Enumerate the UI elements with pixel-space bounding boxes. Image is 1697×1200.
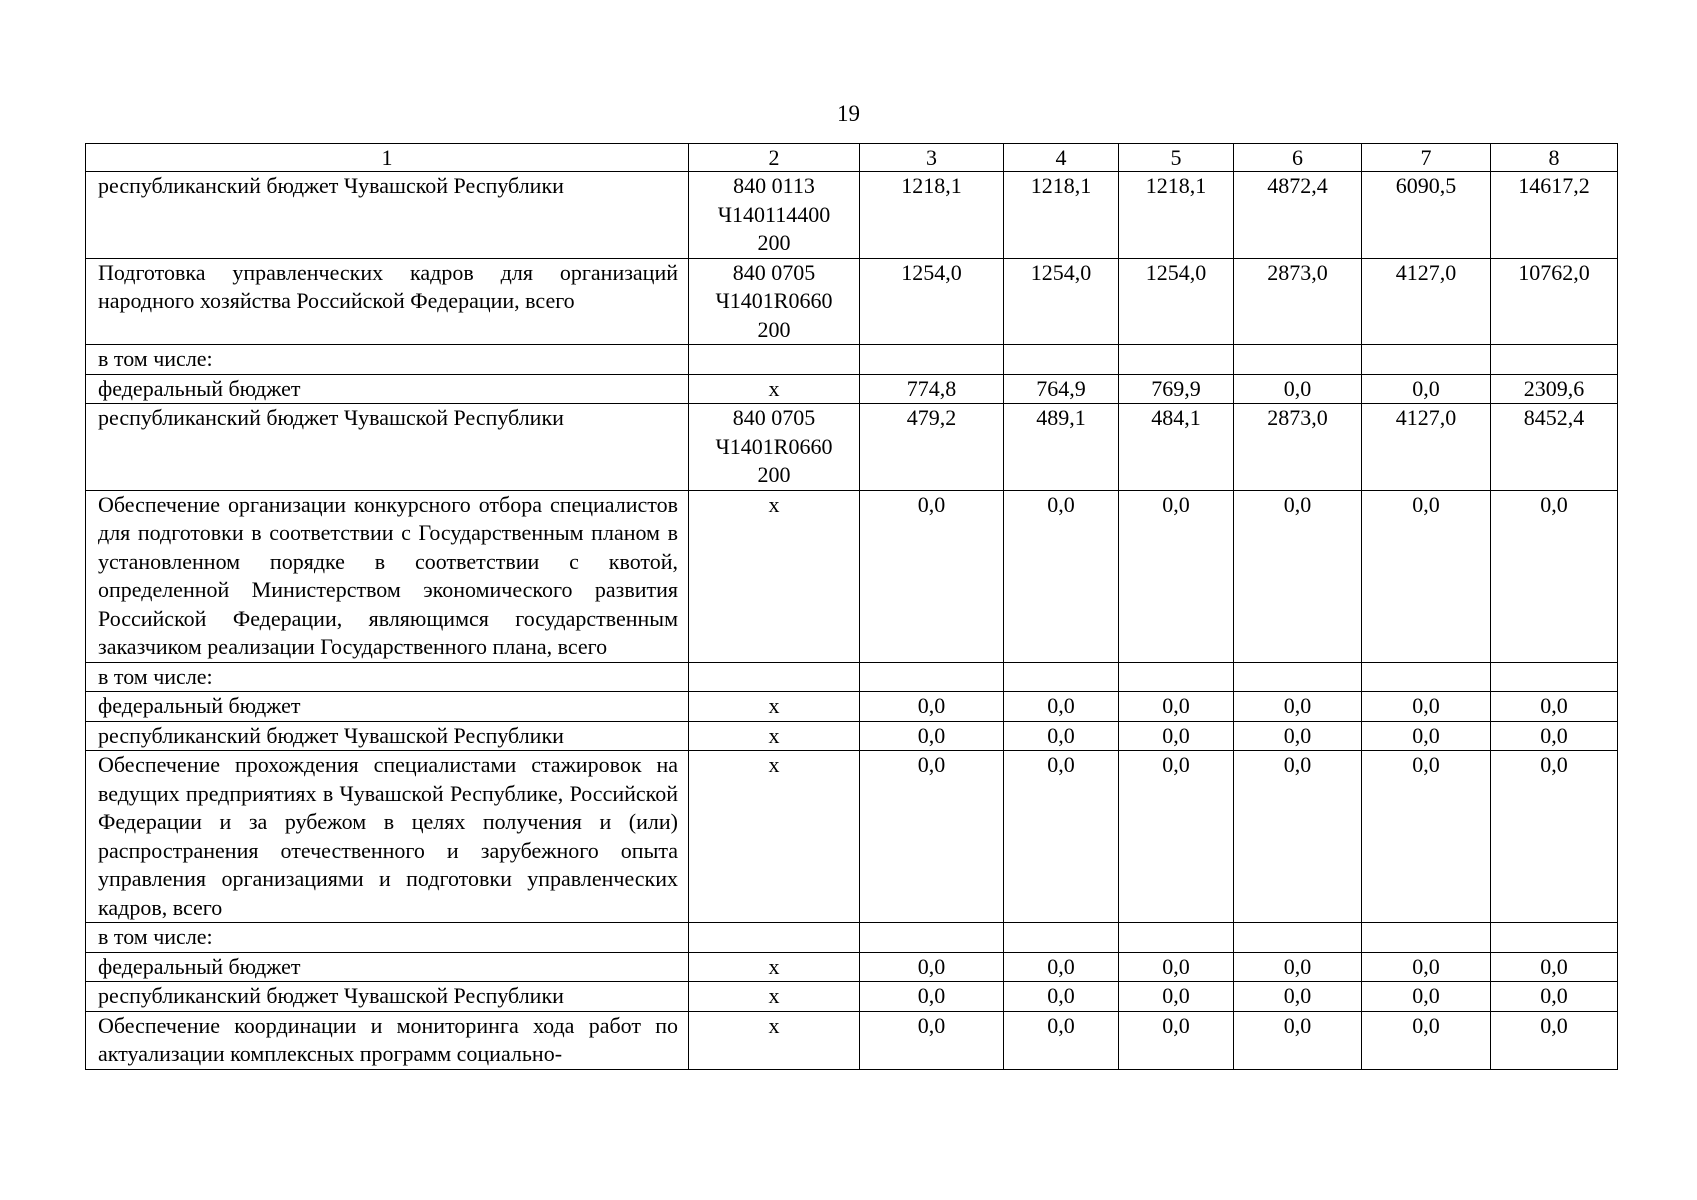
column-number: 4 (1004, 144, 1119, 172)
amount-cell: 0,0 (860, 490, 1004, 662)
amount-cell: 0,0 (1234, 1011, 1362, 1069)
amount-cell: 0,0 (1362, 751, 1491, 923)
amount-cell: 6090,5 (1362, 172, 1491, 259)
amount-cell: 14617,2 (1491, 172, 1618, 259)
amount-cell (1491, 923, 1618, 953)
amount-cell (1491, 662, 1618, 692)
budget-code-line: Ч1401R0660 (715, 433, 833, 459)
table-row (86, 1011, 1618, 1069)
amount-cell: 1218,1 (1004, 172, 1119, 259)
budget-code-line: x (768, 693, 780, 718)
amount-cell: 489,1 (1004, 404, 1119, 491)
amount-cell: 0,0 (1119, 490, 1234, 662)
amount-cell (1234, 345, 1362, 375)
table-row (86, 721, 1618, 751)
amount-cell: 0,0 (1119, 1011, 1234, 1069)
row-description: Обеспечение координации и мониторинга хода работ по актуализации комплексных программ социально- (86, 1011, 689, 1069)
amount-cell: 0,0 (1004, 952, 1119, 982)
amount-cell: 0,0 (1004, 751, 1119, 923)
budget-code-cell (689, 258, 860, 345)
amount-cell: 0,0 (1491, 721, 1618, 751)
amount-cell: 0,0 (1491, 1011, 1618, 1069)
row-description: Обеспечение организации конкурсного отбора специалистов для подготовки в соответствии с Государственным планом в установленном порядке в соответствии с квотой, определенной Министерством экономического развития Российской Федерации, являющимся государственным заказчиком реализации Государственного плана, всего (86, 490, 689, 662)
amount-cell: 0,0 (1004, 692, 1119, 722)
amount-cell (1119, 345, 1234, 375)
budget-code-line: x (768, 983, 780, 1008)
amount-cell: 1218,1 (860, 172, 1004, 259)
amount-cell (860, 923, 1004, 953)
amount-cell (1362, 345, 1491, 375)
table-row (86, 490, 1618, 662)
row-description: федеральный бюджет (86, 952, 689, 982)
amount-cell (1491, 345, 1618, 375)
row-description: Подготовка управленческих кадров для организаций народного хозяйства Российской Федерации, всего (86, 258, 689, 345)
amount-cell (1234, 923, 1362, 953)
budget-code-cell (689, 404, 860, 491)
row-description: в том числе: (86, 345, 689, 375)
amount-cell: 0,0 (1119, 721, 1234, 751)
amount-cell (1362, 662, 1491, 692)
budget-code-cell (689, 490, 860, 662)
budget-code-cell (689, 662, 860, 692)
amount-cell: 0,0 (1491, 490, 1618, 662)
amount-cell: 2873,0 (1234, 258, 1362, 345)
budget-code-line: 840 0705 (732, 259, 816, 285)
amount-cell (1004, 662, 1119, 692)
budget-code-cell (689, 751, 860, 923)
amount-cell: 1218,1 (1119, 172, 1234, 259)
row-description: республиканский бюджет Чувашской Республики (86, 982, 689, 1012)
amount-cell: 0,0 (1234, 751, 1362, 923)
budget-code-line: x (768, 722, 780, 748)
table-row (86, 982, 1618, 1012)
row-description: в том числе: (86, 662, 689, 692)
amount-cell: 10762,0 (1491, 258, 1618, 345)
budget-code-cell (689, 721, 860, 751)
amount-cell: 0,0 (1004, 490, 1119, 662)
amount-cell: 0,0 (860, 1011, 1004, 1069)
table-row (86, 258, 1618, 345)
amount-cell: 0,0 (860, 692, 1004, 722)
column-number: 5 (1119, 144, 1234, 172)
amount-cell: 0,0 (1362, 721, 1491, 751)
budget-code-cell (689, 172, 860, 259)
amount-cell: 0,0 (1234, 374, 1362, 404)
amount-cell: 0,0 (1004, 1011, 1119, 1069)
budget-code-cell (689, 952, 860, 982)
amount-cell (860, 345, 1004, 375)
amount-cell: 769,9 (1119, 374, 1234, 404)
amount-cell: 0,0 (1119, 692, 1234, 722)
budget-code-line: x (768, 752, 780, 777)
amount-cell: 0,0 (1119, 952, 1234, 982)
amount-cell (1234, 662, 1362, 692)
amount-cell: 0,0 (1004, 721, 1119, 751)
table-row (86, 952, 1618, 982)
amount-cell: 0,0 (1234, 721, 1362, 751)
budget-code-line: Ч1401R0660 (715, 288, 833, 313)
table-row (86, 345, 1618, 375)
amount-cell: 0,0 (1362, 490, 1491, 662)
amount-cell: 4127,0 (1362, 404, 1491, 491)
column-number: 1 (86, 144, 689, 172)
budget-code-cell (689, 982, 860, 1012)
budget-code-cell (689, 345, 860, 375)
amount-cell: 0,0 (1362, 982, 1491, 1012)
amount-cell: 0,0 (1491, 751, 1618, 923)
amount-cell (1362, 923, 1491, 953)
table-row (86, 692, 1618, 722)
amount-cell: 0,0 (860, 751, 1004, 923)
budget-code-line: 200 (757, 230, 791, 255)
amount-cell (1004, 345, 1119, 375)
amount-cell (1004, 923, 1119, 953)
column-number: 8 (1491, 144, 1618, 172)
row-description: федеральный бюджет (86, 692, 689, 722)
amount-cell: 0,0 (1234, 490, 1362, 662)
column-number-row (86, 144, 1618, 172)
budget-table (85, 143, 1618, 1070)
amount-cell: 4127,0 (1362, 258, 1491, 345)
amount-cell: 774,8 (860, 374, 1004, 404)
budget-code-line: 200 (757, 316, 791, 342)
row-description: федеральный бюджет (86, 374, 689, 404)
budget-code-line: x (768, 491, 780, 517)
column-number: 7 (1362, 144, 1491, 172)
amount-cell: 1254,0 (1004, 258, 1119, 345)
budget-code-line: 840 0705 (732, 405, 816, 430)
amount-cell: 1254,0 (1119, 258, 1234, 345)
amount-cell (1119, 923, 1234, 953)
amount-cell: 0,0 (1234, 982, 1362, 1012)
amount-cell (860, 662, 1004, 692)
amount-cell: 8452,4 (1491, 404, 1618, 491)
budget-code-line: x (768, 375, 780, 401)
amount-cell: 0,0 (1234, 692, 1362, 722)
row-description: Обеспечение прохождения специалистами стажировок на ведущих предприятиях в Чувашской Республике, Российской Федерации и за рубежом в целях получения и (или) распространения отечественного и зарубежного опыта управления организациями и подготовки управленческих кадров, всего (86, 751, 689, 923)
budget-code-cell (689, 923, 860, 953)
table-row (86, 374, 1618, 404)
table-row (86, 751, 1618, 923)
amount-cell: 0,0 (860, 721, 1004, 751)
budget-code-line: x (768, 1012, 780, 1038)
amount-cell: 0,0 (1491, 952, 1618, 982)
budget-code-line: x (768, 953, 780, 979)
table-row (86, 662, 1618, 692)
budget-code-line: Ч140114400 (717, 201, 831, 227)
amount-cell: 0,0 (860, 952, 1004, 982)
amount-cell: 2873,0 (1234, 404, 1362, 491)
amount-cell: 0,0 (1362, 692, 1491, 722)
amount-cell: 0,0 (1004, 982, 1119, 1012)
table-row (86, 923, 1618, 953)
amount-cell: 4872,4 (1234, 172, 1362, 259)
amount-cell: 484,1 (1119, 404, 1234, 491)
amount-cell: 0,0 (1234, 952, 1362, 982)
amount-cell: 0,0 (1362, 952, 1491, 982)
amount-cell: 0,0 (1119, 751, 1234, 923)
amount-cell: 0,0 (860, 982, 1004, 1012)
row-description: республиканский бюджет Чувашской Республики (86, 404, 689, 491)
row-description: республиканский бюджет Чувашской Республики (86, 172, 689, 259)
budget-code-line: 840 0113 (733, 173, 815, 198)
column-number: 6 (1234, 144, 1362, 172)
column-number: 3 (860, 144, 1004, 172)
amount-cell: 479,2 (860, 404, 1004, 491)
amount-cell: 0,0 (1119, 982, 1234, 1012)
budget-code-cell (689, 1011, 860, 1069)
amount-cell: 0,0 (1362, 374, 1491, 404)
amount-cell: 2309,6 (1491, 374, 1618, 404)
row-description: республиканский бюджет Чувашской Республики (86, 721, 689, 751)
table-row (86, 172, 1618, 259)
column-number: 2 (689, 144, 860, 172)
budget-code-cell (689, 692, 860, 722)
table-row (86, 404, 1618, 491)
amount-cell: 0,0 (1491, 982, 1618, 1012)
amount-cell (1119, 662, 1234, 692)
amount-cell: 0,0 (1362, 1011, 1491, 1069)
amount-cell: 1254,0 (860, 258, 1004, 345)
amount-cell: 0,0 (1491, 692, 1618, 722)
budget-code-line: 200 (757, 462, 791, 487)
budget-code-cell (689, 374, 860, 404)
amount-cell: 764,9 (1004, 374, 1119, 404)
row-description: в том числе: (86, 923, 689, 953)
page-number: 19 (837, 101, 860, 126)
